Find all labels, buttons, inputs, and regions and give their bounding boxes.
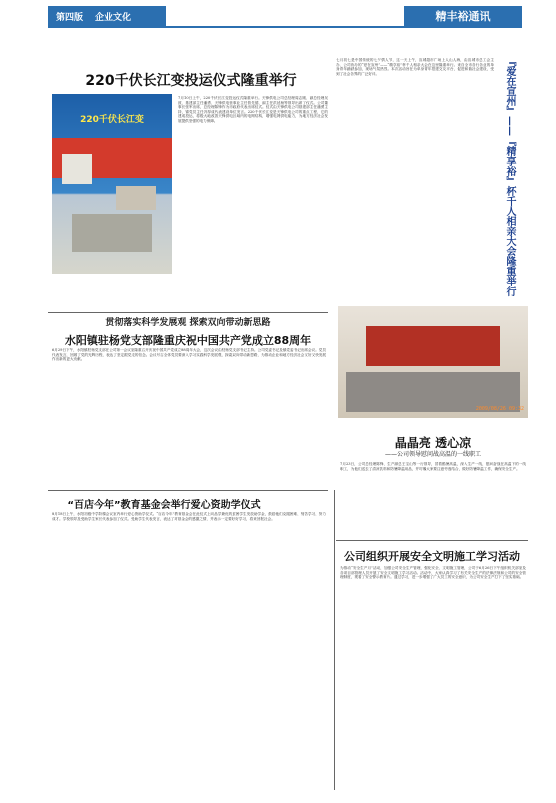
article5-body: 为推动“安全生产月”活动，加强公司安全生产管理，强化安全、文明施工管理，公司于6月26日下午组织机关部室及各项目部管理人员开展了安全文明施工学习活动。活动中，大家认真学习了有关安全生产的法律法规和公司的安全管理制度，观看了安全警示教育片。通过学习，进一步增强了广大员工的安全意识，为公司安全生产打下了坚实基础。 <box>340 566 526 580</box>
photo-date-stamp: 2009/08/26 09:32 <box>475 406 524 412</box>
article2-title-line1: 贯彻落实科学发展观 探索双向带动新思路 <box>105 318 271 328</box>
article1-body: 7月10日上午，220千伏长江变投运仪式隆重举行。天锋供电公司总经理周志刚、副总经理吴波、基建部主任潘勇、天锋供电营事业主任曾先德、副主任洪延杨等领导出席了仪式。公司董事长张军出席，总经理陈锋作为市政府代表出席仪式。仪式由天锋供电公司基建部主任潘勇主持，锦党员主任冯厚成代表建设单位发言。220千伏长江变是天锋供电公司的重点工程，它的建成投运，将极大地改善天锋供电区域内的电网结构，增强电网供电能力，为地方经济社会发展提供坚强的电力保障。 <box>178 96 328 123</box>
header-rule <box>48 26 522 28</box>
article5-title: 公司组织开展安全文明施工学习活动 <box>344 550 520 563</box>
column-divider <box>334 490 335 790</box>
article3-title: “百店今年”教育基金会举行爱心资助学仪式 <box>67 500 261 511</box>
side-banner <box>500 56 518 296</box>
photo-sign: 220千伏长江变 <box>80 115 144 125</box>
page-header-left <box>48 6 166 26</box>
article1-title: 220千伏长江变投运仪式隆重举行 <box>85 73 297 89</box>
masthead: 精丰裕通讯 <box>404 6 522 26</box>
divider <box>48 490 328 491</box>
article3-body: 8月18日上午，水阳初级中学阶梯会议室内举行爱心资助学仪式。“百店今年”教育基金会在此仪式上向品学兼优的贫困学生发放助学金，鼓励他们克服困难、刻苦学习、努力成才。学校领导及受助学生家长代表参加了仪式。受助学生代表发言，表达了对基金会的感激之情，并表示一定要好好学习，将来回报社会。 <box>52 512 326 521</box>
article6-photo <box>338 306 528 418</box>
article2-body: 6月29日下午，水阳镇驻杨党支部在公司第一会议室隆重召开庆祝中国共产党成立88周年大会，这次会议由驻杨党支部书记主持。公司党委书记及镇党委书记出席会议。党员代表发言，回顾了党的光辉历程，表达了坚定跟党走的信念。会议号召全体党员要深入学习实践科学发展观，探索双向带动新思路，为推动企业和地方经济社会又好又快发展作出新的更大贡献。 <box>52 348 326 362</box>
divider <box>336 540 528 541</box>
divider <box>48 312 328 313</box>
article6-body: 七月初七是中国传统的七夕情人节，这一天上午，宣城超市广场上人山人海，由宣城市总工会主办、公司协办的“爱在宣州”——“精享裕”杯千人相亲大会在这里隆重举行。来自全市各行各业的单身青年踊跃参加，现场气氛热烈。本次活动旨在为单身青年搭建交友平台，促进和谐社会建设，受到了社会各界的广泛好评。 <box>336 58 494 76</box>
page-number: 第四版 <box>56 12 84 23</box>
article4-title: 晶晶亮 透心凉 <box>394 436 472 450</box>
side-banner-slogan: 『爱在宣州』——『精享裕』杯千人相亲大会隆重举行 <box>504 56 515 296</box>
section-name: 企业文化 <box>95 12 132 23</box>
article4-subtitle: ——公司领导慰问战高温的一线职工 <box>384 451 481 458</box>
article2-title-line2: 水阳镇驻杨党支部隆重庆祝中国共产党成立88周年 <box>64 334 312 347</box>
article4-body: 7月23日，公司总经理陈锋、生产副总王宝山等一行领导，冒着酷暑高温，深入生产一线，慰问奋战在高温下的一线职工，为他们送去了清凉饮料和防暑降温用品，并叮嘱大家要注意劳逸结合，做好防暑降温工作，确保安全生产。 <box>340 462 526 471</box>
article1-photo <box>52 94 172 274</box>
